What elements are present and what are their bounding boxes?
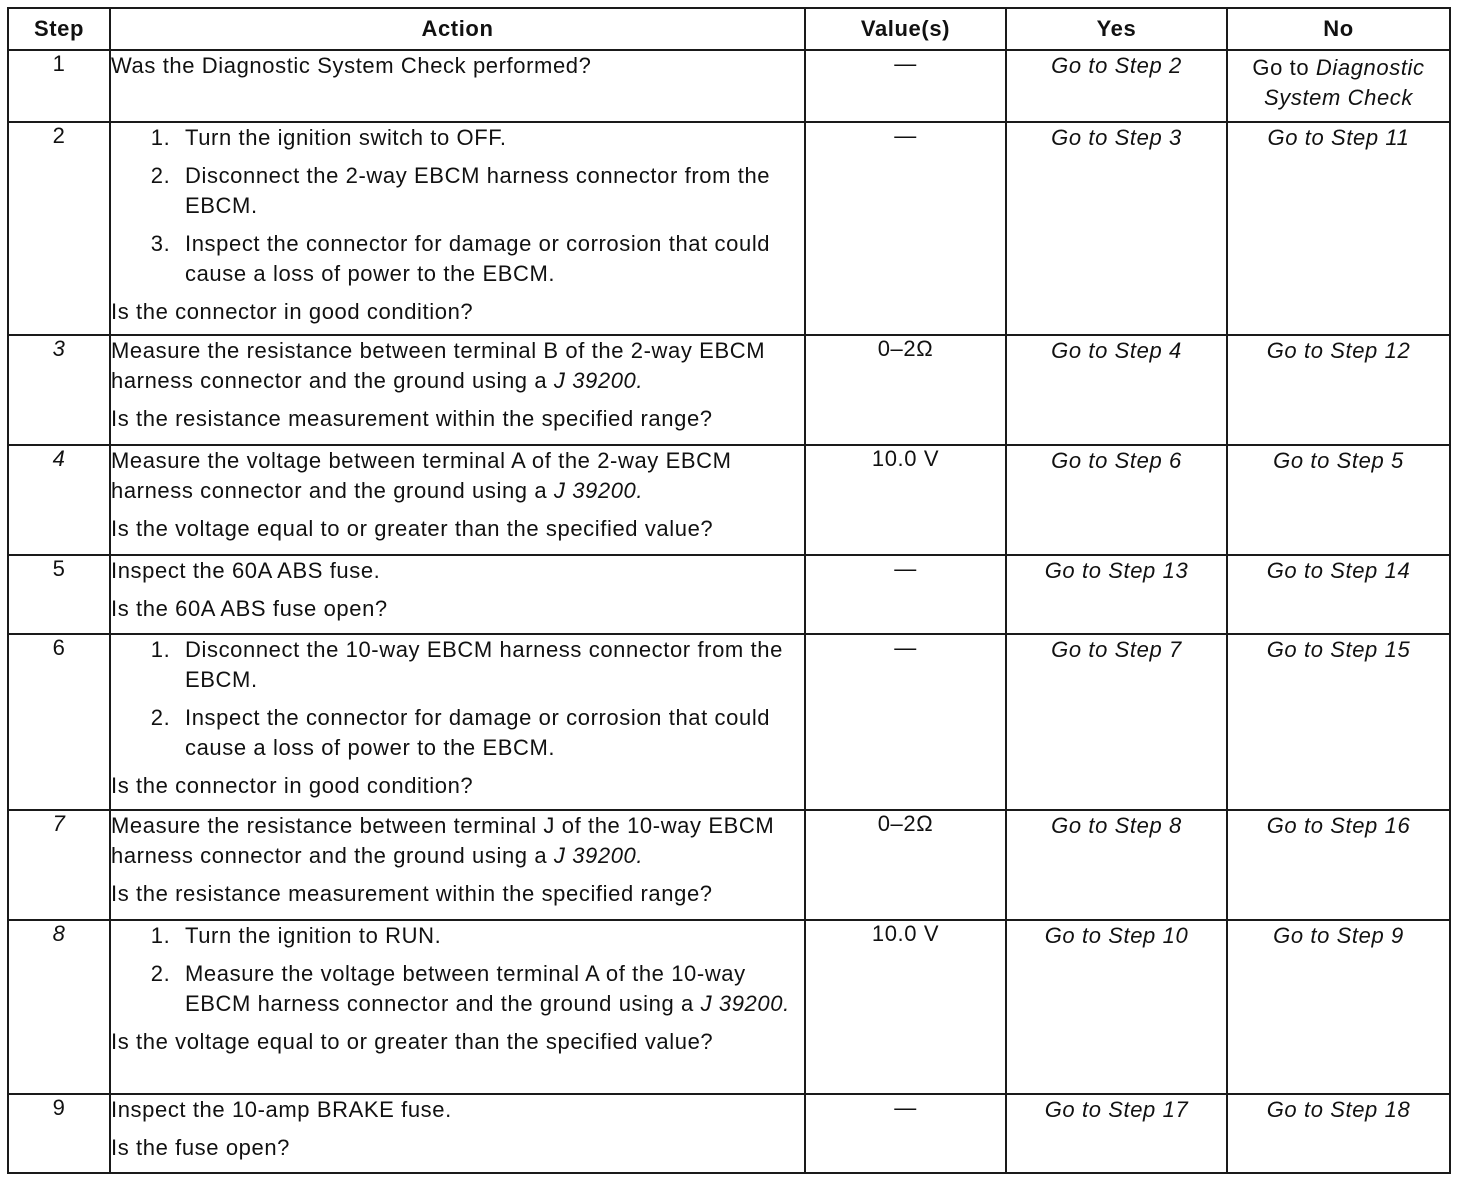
action-question: Is the fuse open? bbox=[111, 1135, 290, 1160]
action-cell bbox=[110, 555, 805, 634]
action-steps-list bbox=[111, 635, 804, 763]
step-number: 9 bbox=[8, 1094, 110, 1173]
table-row bbox=[8, 810, 1450, 920]
table-row bbox=[8, 50, 1450, 122]
yes-cell: Go to Step 3 bbox=[1006, 122, 1227, 335]
action-text: Measure the resistance between terminal B of the 2-way EBCM harness connector and the ground using a J 39200. bbox=[111, 338, 766, 393]
tool-name: J 39200. bbox=[553, 368, 644, 393]
step-number: 6 bbox=[8, 634, 110, 810]
header-row bbox=[8, 8, 1450, 50]
no-cell: Go to Step 15 bbox=[1227, 634, 1450, 810]
action-step-item: 1. Turn the ignition to RUN. bbox=[177, 921, 804, 951]
no-cell: Go to Step 11 bbox=[1227, 122, 1450, 335]
step-number: 4 bbox=[8, 445, 110, 555]
action-step-item: 2. Measure the voltage between terminal A of the 10-way EBCM harness connector and the ground using a J 39200. bbox=[177, 959, 804, 1019]
no-cell: Go to Step 9 bbox=[1227, 920, 1450, 1094]
value-cell: 0–2Ω bbox=[805, 810, 1006, 920]
table-row bbox=[8, 1094, 1450, 1173]
action-text: Measure the resistance between terminal J of the 10-way EBCM harness connector and the ground using a J 39200. bbox=[111, 813, 775, 868]
tool-name: J 39200. bbox=[553, 478, 644, 503]
no-link-system-check: System Check bbox=[1263, 85, 1414, 110]
no-cell: Go to Step 18 bbox=[1227, 1094, 1450, 1173]
value-cell: 10.0 V bbox=[805, 445, 1006, 555]
yes-cell: Go to Step 2 bbox=[1006, 50, 1227, 122]
no-cell: Go to Step 14 bbox=[1227, 555, 1450, 634]
action-cell bbox=[110, 634, 805, 810]
yes-cell: Go to Step 6 bbox=[1006, 445, 1227, 555]
action-steps-list bbox=[111, 921, 804, 1019]
table-row bbox=[8, 445, 1450, 555]
action-question: Is the 60A ABS fuse open? bbox=[111, 596, 388, 621]
yes-cell: Go to Step 7 bbox=[1006, 634, 1227, 810]
table-row bbox=[8, 335, 1450, 445]
header-step: Step bbox=[8, 8, 110, 50]
table-row bbox=[8, 920, 1450, 1094]
action-question: Is the voltage equal to or greater than the specified value? bbox=[111, 1029, 714, 1054]
action-step-item: 1. Disconnect the 10-way EBCM harness connector from the EBCM. bbox=[177, 635, 804, 695]
table-row bbox=[8, 122, 1450, 335]
action-question: Is the resistance measurement within the specified range? bbox=[111, 406, 713, 431]
yes-cell: Go to Step 8 bbox=[1006, 810, 1227, 920]
yes-cell: Go to Step 17 bbox=[1006, 1094, 1227, 1173]
action-steps-list bbox=[111, 123, 804, 289]
action-text: Inspect the 10-amp BRAKE fuse. bbox=[111, 1097, 452, 1122]
action-cell bbox=[110, 920, 805, 1094]
value-cell: — bbox=[805, 555, 1006, 634]
action-cell bbox=[110, 445, 805, 555]
header-action: Action bbox=[110, 8, 805, 50]
value-cell: — bbox=[805, 634, 1006, 810]
header-values: Value(s) bbox=[805, 8, 1006, 50]
no-cell: Go to Step 16 bbox=[1227, 810, 1450, 920]
tool-name: J 39200. bbox=[700, 991, 790, 1016]
yes-cell: Go to Step 4 bbox=[1006, 335, 1227, 445]
no-link-diagnostic: Diagnostic bbox=[1315, 55, 1425, 80]
table-row bbox=[8, 555, 1450, 634]
value-cell: — bbox=[805, 50, 1006, 122]
action-cell bbox=[110, 810, 805, 920]
action-question: Is the connector in good condition? bbox=[111, 299, 474, 324]
no-cell: Go to Step 5 bbox=[1227, 445, 1450, 555]
header-yes: Yes bbox=[1006, 8, 1227, 50]
action-text: Measure the voltage between terminal A of the 2-way EBCM harness connector and the ground using a J 39200. bbox=[111, 448, 732, 503]
action-step-item: 3. Inspect the connector for damage or corrosion that could cause a loss of power to the EBCM. bbox=[177, 229, 804, 289]
action-text: Inspect the 60A ABS fuse. bbox=[111, 558, 381, 583]
step-number: 8 bbox=[8, 920, 110, 1094]
value-cell: — bbox=[805, 1094, 1006, 1173]
table-row bbox=[8, 634, 1450, 810]
action-cell bbox=[110, 335, 805, 445]
tool-name: J 39200. bbox=[553, 843, 644, 868]
action-question: Is the voltage equal to or greater than the specified value? bbox=[111, 516, 714, 541]
action-text: Was the Diagnostic System Check performed? bbox=[111, 53, 592, 78]
action-question: Is the connector in good condition? bbox=[111, 773, 474, 798]
diagnostic-table bbox=[7, 7, 1451, 1174]
step-number: 2 bbox=[8, 122, 110, 335]
value-cell: 0–2Ω bbox=[805, 335, 1006, 445]
action-step-item: 2. Disconnect the 2-way EBCM harness connector from the EBCM. bbox=[177, 161, 804, 221]
value-cell: 10.0 V bbox=[805, 920, 1006, 1094]
step-number: 7 bbox=[8, 810, 110, 920]
action-question: Is the resistance measurement within the specified range? bbox=[111, 881, 713, 906]
action-cell bbox=[110, 1094, 805, 1173]
no-cell: Go to Step 12 bbox=[1227, 335, 1450, 445]
action-step-item: 2. Inspect the connector for damage or corrosion that could cause a loss of power to the EBCM. bbox=[177, 703, 804, 763]
action-cell bbox=[110, 50, 805, 122]
step-number: 3 bbox=[8, 335, 110, 445]
action-cell bbox=[110, 122, 805, 335]
no-cell bbox=[1227, 50, 1450, 122]
header-no: No bbox=[1227, 8, 1450, 50]
no-prefix: Go to bbox=[1252, 55, 1310, 80]
yes-cell: Go to Step 13 bbox=[1006, 555, 1227, 634]
step-number: 1 bbox=[8, 50, 110, 122]
yes-cell: Go to Step 10 bbox=[1006, 920, 1227, 1094]
value-cell: — bbox=[805, 122, 1006, 335]
step-number: 5 bbox=[8, 555, 110, 634]
action-step-item: 1. Turn the ignition switch to OFF. bbox=[177, 123, 804, 153]
